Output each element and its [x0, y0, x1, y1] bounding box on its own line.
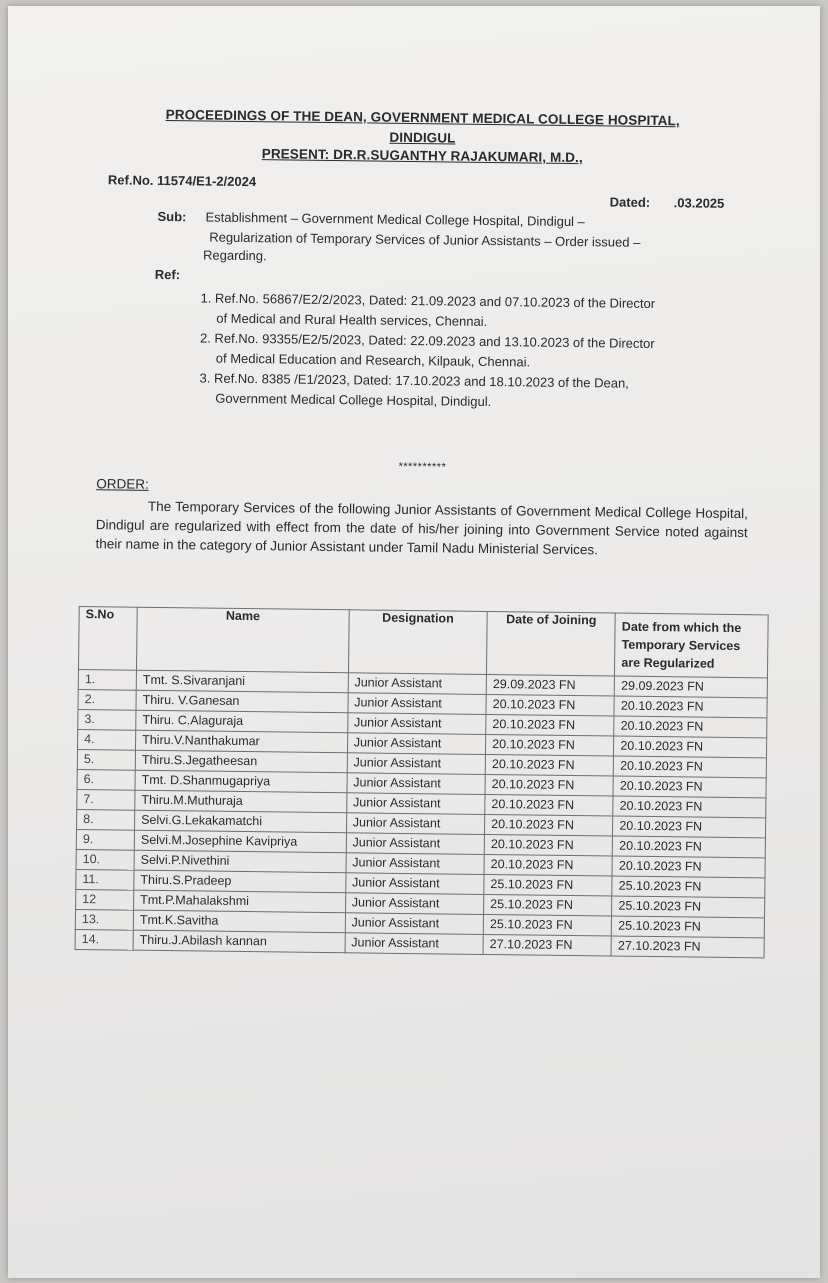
cell-sno: 3. [78, 709, 136, 730]
subject-label: Sub: [157, 208, 187, 225]
cell-regularized-date: 25.10.2023 FN [612, 876, 765, 898]
cell-designation: Junior Assistant [347, 773, 486, 795]
cell-sno: 6. [77, 769, 135, 790]
cell-date-of-joining: 20.10.2023 FN [486, 714, 614, 736]
paper-page [8, 6, 820, 1278]
cell-regularized-date: 20.10.2023 FN [614, 756, 767, 778]
cell-designation: Junior Assistant [347, 753, 486, 775]
cell-date-of-joining: 25.10.2023 FN [483, 914, 611, 936]
table-header-row [78, 606, 768, 677]
reference-line: of Medical Education and Research, Kilpauk, Chennai. [215, 350, 531, 370]
cell-name: Tmt.K.Savitha [133, 910, 345, 933]
cell-designation: Junior Assistant [346, 813, 485, 835]
document-body [0, 1, 826, 1283]
cell-designation: Junior Assistant [346, 793, 485, 815]
cell-regularized-date: 25.10.2023 FN [612, 916, 765, 938]
cell-name: Tmt. S.Sivaranjani [136, 670, 348, 693]
cell-designation: Junior Assistant [345, 933, 484, 955]
cell-regularized-date: 20.10.2023 FN [613, 776, 766, 798]
reference-item [200, 288, 740, 335]
cell-name: Thiru. C.Alaguraja [136, 710, 348, 733]
cell-sno: 14. [75, 929, 133, 950]
cell-name: Selvi.G.Lekakamatchi [135, 810, 347, 833]
cell-date-of-joining: 20.10.2023 FN [485, 774, 613, 796]
order-title: ORDER: [96, 476, 149, 492]
column-header-regularized-date: Date from which the Temporary Services are Regularized [615, 613, 768, 678]
cell-name: Thiru.V.Nanthakumar [135, 730, 347, 753]
column-header-designation: Designation [348, 610, 487, 675]
cell-date-of-joining: 25.10.2023 FN [484, 874, 612, 896]
cell-date-of-joining: 20.10.2023 FN [485, 754, 613, 776]
cell-regularized-date: 20.10.2023 FN [614, 736, 767, 758]
cell-date-of-joining: 20.10.2023 FN [484, 854, 612, 876]
cell-designation: Junior Assistant [345, 893, 484, 915]
cell-designation: Junior Assistant [348, 673, 487, 695]
cell-designation: Junior Assistant [348, 693, 487, 715]
reference-line: 1. Ref.No. 56867/E2/2/2023, Dated: 21.09.2023 and 07.10.2023 of the Director [200, 290, 656, 312]
reference-line: of Medical and Rural Health services, Chennai. [216, 310, 488, 329]
cell-sno: 2. [78, 689, 136, 710]
cell-regularized-date: 20.10.2023 FN [614, 716, 767, 738]
cell-regularized-date: 29.09.2023 FN [614, 676, 767, 698]
cell-date-of-joining: 20.10.2023 FN [485, 814, 613, 836]
cell-regularized-date: 20.10.2023 FN [613, 796, 766, 818]
cell-date-of-joining: 20.10.2023 FN [486, 734, 614, 756]
subject-line-3: Regarding. [202, 247, 267, 264]
cell-name: Thiru.S.Jegatheesan [135, 750, 347, 773]
cell-regularized-date: 20.10.2023 FN [614, 696, 767, 718]
cell-date-of-joining: 25.10.2023 FN [484, 894, 612, 916]
cell-designation: Junior Assistant [346, 833, 485, 855]
cell-date-of-joining: 20.10.2023 FN [486, 694, 614, 716]
cell-designation: Junior Assistant [346, 853, 485, 875]
regularization-table [75, 606, 769, 958]
cell-designation: Junior Assistant [347, 713, 486, 735]
cell-regularized-date: 27.10.2023 FN [611, 936, 764, 958]
cell-regularized-date: 20.10.2023 FN [613, 836, 766, 858]
cell-sno: 10. [76, 849, 134, 870]
column-header-date-of-joining: Date of Joining [487, 611, 616, 676]
separator-stars: ********** [398, 460, 447, 474]
cell-name: Thiru.S.Pradeep [134, 870, 346, 893]
ref-number: Ref.No. 11574/E1-2/2024 [107, 172, 257, 190]
reference-item [199, 368, 739, 415]
ref-label: Ref: [154, 266, 181, 283]
cell-name: Tmt. D.Shanmugapriya [135, 770, 347, 793]
cell-designation: Junior Assistant [345, 873, 484, 895]
reference-line: 3. Ref.No. 8385 /E1/2023, Dated: 17.10.2023 and 18.10.2023 of the Dean, [199, 370, 629, 391]
column-header-sno: S.No [78, 606, 137, 670]
cell-date-of-joining: 27.10.2023 FN [483, 934, 611, 956]
column-header-name: Name [136, 607, 348, 673]
cell-sno: 11. [76, 869, 134, 890]
cell-sno: 13. [75, 909, 133, 930]
cell-name: Selvi.P.Nivethini [134, 850, 346, 873]
cell-name: Thiru. V.Ganesan [136, 690, 348, 713]
header-line-2: DINDIGUL [389, 129, 456, 146]
dated-value: .03.2025 [673, 195, 725, 211]
dated-label: Dated: [609, 194, 651, 210]
header-line-1: PROCEEDINGS OF THE DEAN, GOVERNMENT MEDICAL COLLEGE HOSPITAL, [165, 107, 680, 129]
cell-sno: 8. [77, 809, 135, 830]
cell-sno: 5. [77, 749, 135, 770]
cell-regularized-date: 20.10.2023 FN [613, 816, 766, 838]
cell-designation: Junior Assistant [345, 913, 484, 935]
cell-date-of-joining: 29.09.2023 FN [486, 674, 614, 696]
cell-date-of-joining: 20.10.2023 FN [485, 794, 613, 816]
cell-sno: 4. [78, 729, 136, 750]
header-line-3: PRESENT: DR.R.SUGANTHY RAJAKUMARI, M.D., [261, 146, 583, 166]
subject-line-1: Establishment – Government Medical College Hospital, Dindigul – [205, 209, 585, 230]
cell-name: Tmt.P.Mahalakshmi [134, 890, 346, 913]
reference-line: Government Medical College Hospital, Dindigul. [215, 390, 492, 410]
subject-line-2: Regularization of Temporary Services of Junior Assistants – Order issued – [209, 229, 641, 250]
reference-list [199, 288, 740, 415]
reference-line: 2. Ref.No. 93355/E2/5/2023, Dated: 22.09.2023 and 13.10.2023 of the Director [199, 330, 655, 352]
cell-sno: 12 [76, 889, 134, 910]
cell-regularized-date: 25.10.2023 FN [612, 896, 765, 918]
cell-sno: 9. [76, 829, 134, 850]
table-body [75, 669, 767, 957]
cell-name: Thiru.M.Muthuraja [135, 790, 347, 813]
cell-designation: Junior Assistant [347, 733, 486, 755]
cell-regularized-date: 20.10.2023 FN [612, 856, 765, 878]
cell-sno: 1. [78, 669, 136, 690]
cell-sno: 7. [77, 789, 135, 810]
reference-item [200, 328, 740, 375]
order-paragraph: The Temporary Services of the following Junior Assistants of Government Medical College Hospital, Dindigul are regularized with effect from the date of his/her joining into Government Service noted against their name in the category of Junior Assistant under Tamil Nadu Ministerial Services. [95, 498, 749, 558]
cell-name: Thiru.J.Abilash kannan [133, 930, 345, 953]
cell-date-of-joining: 20.10.2023 FN [484, 834, 612, 856]
cell-name: Selvi.M.Josephine Kavipriya [134, 830, 346, 853]
